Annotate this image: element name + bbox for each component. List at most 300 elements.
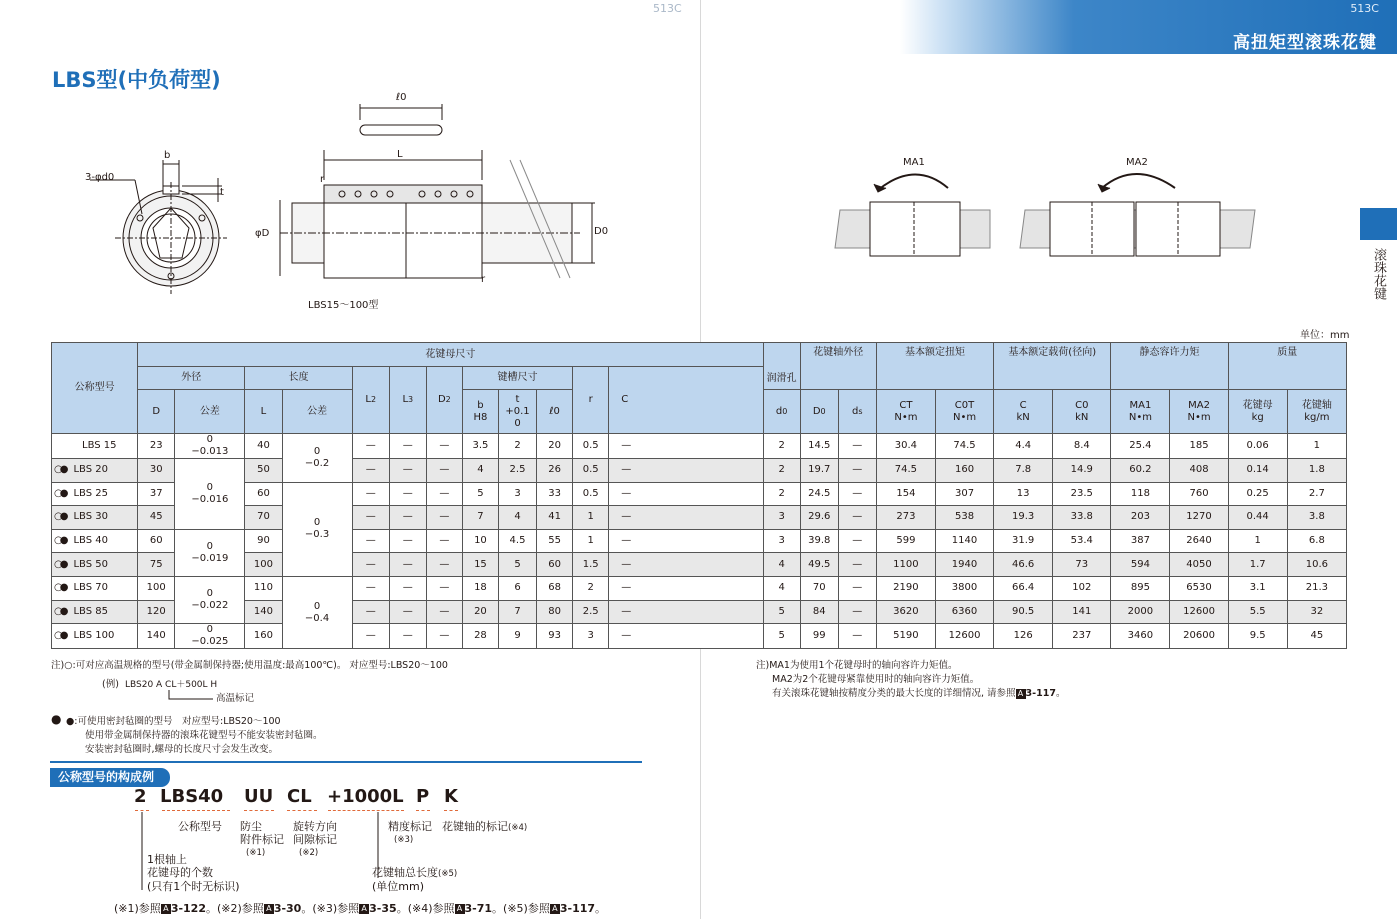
cell-ms: 2.7: [1287, 482, 1346, 506]
cell-C0k: 237: [1053, 624, 1111, 649]
cell-MA1: 25.4: [1111, 434, 1170, 459]
cell-L2: —: [352, 529, 389, 553]
cell-CT: 30.4: [876, 434, 935, 459]
cell-L-tol: 0 −0.3: [282, 482, 352, 576]
moment-ma1: MA1: [903, 157, 925, 168]
cell-Ck: 90.5: [994, 600, 1053, 624]
cell-C0T: 538: [935, 506, 993, 530]
cell-D2: —: [426, 529, 462, 553]
lbl-rot-1: 旋转方向: [293, 820, 337, 833]
cell-r: 1: [573, 529, 609, 553]
cell-Ck: 13: [994, 482, 1053, 506]
th-keyway: 键槽尺寸: [462, 367, 572, 390]
cell-D-tol: 0 −0.025: [175, 624, 245, 649]
row-model: LBS 40: [73, 535, 108, 547]
cell-MA1: 118: [1111, 482, 1170, 506]
cell-r: 0.5: [573, 434, 609, 459]
cell-CT: 2190: [876, 576, 935, 600]
cell-MA1: 3460: [1111, 624, 1170, 649]
row-model: LBS 30: [73, 511, 108, 523]
note-ma1: 注)MA1为使用1个花键母时的轴向容许力矩值。: [756, 660, 958, 671]
cell-d0: 5: [763, 624, 800, 649]
cell-L3: —: [389, 482, 426, 506]
note-seal: ●:可使用密封毡圈的型号 对应型号:LBS20～100: [66, 716, 281, 727]
cell-d0: 4: [763, 576, 800, 600]
row-mark: ○●: [54, 464, 66, 476]
cell-Ck: 7.8: [994, 459, 1053, 483]
cell-MA2: 12600: [1170, 600, 1228, 624]
lbl-shaft: 花键轴的标记(※4): [442, 820, 528, 833]
cell-l0: 41: [537, 506, 573, 530]
cell-model: [52, 434, 138, 459]
cell-l0: 33: [537, 482, 573, 506]
cell-L2: —: [352, 506, 389, 530]
cell-C: —: [609, 576, 763, 600]
dim-t: t: [220, 187, 224, 198]
th-b: b H8: [462, 390, 498, 434]
table-row: [52, 576, 1347, 600]
cell-C0T: 6360: [935, 600, 993, 624]
row-mark: ○●: [54, 605, 66, 617]
cell-D: 30: [138, 459, 175, 483]
cell-CT: 599: [876, 529, 935, 553]
cell-ms: 1: [1287, 434, 1346, 459]
th-mass-nut: 花键母 kg: [1228, 390, 1287, 434]
cell-mn: 0.25: [1228, 482, 1287, 506]
cell-D0: 84: [800, 600, 838, 624]
cell-D: 45: [138, 506, 175, 530]
cell-b: 7: [462, 506, 498, 530]
cell-C0k: 8.4: [1053, 434, 1111, 459]
lbl-count-1: 1根轴上: [147, 853, 187, 866]
cell-L2: —: [352, 434, 389, 459]
ref-item: (※3)参照 A 3-35。: [312, 902, 408, 915]
lbl-prec-1: 精度标记: [388, 820, 432, 833]
cell-C: —: [609, 600, 763, 624]
dim-l0: ℓ0: [396, 92, 407, 103]
cell-D0: 24.5: [800, 482, 838, 506]
row-mark: ○●: [54, 487, 66, 499]
cell-CT: 3620: [876, 600, 935, 624]
page-number-left: 513C: [653, 2, 682, 15]
cell-L: 70: [245, 506, 282, 530]
table-row: [52, 600, 1347, 624]
cell-D2: —: [426, 624, 462, 649]
cell-D: 23: [138, 434, 175, 459]
row-mark: ○●: [54, 558, 66, 570]
cell-C: —: [609, 506, 763, 530]
cell-C0T: 12600: [935, 624, 993, 649]
cell-l0: 80: [537, 600, 573, 624]
th-shaft-od: 花键轴外径: [800, 343, 876, 390]
cell-C0T: 74.5: [935, 434, 993, 459]
th-d0: d0: [763, 390, 800, 434]
ref-item: (※2)参照 A 3-30。: [217, 902, 313, 915]
cell-ds: —: [838, 600, 876, 624]
th-rated-load: 基本额定载荷(径向): [994, 343, 1111, 390]
dim-D0: D0: [594, 226, 609, 237]
cell-model: [52, 459, 138, 483]
cell-D: 120: [138, 600, 175, 624]
cell-Ck: 46.6: [994, 553, 1053, 577]
cell-mn: 1.7: [1228, 553, 1287, 577]
cell-d0: 2: [763, 459, 800, 483]
cell-CT: 74.5: [876, 459, 935, 483]
th-L-tol: 公差: [282, 390, 352, 434]
cell-r: 2: [573, 576, 609, 600]
table-row: [52, 624, 1347, 649]
cell-l0: 60: [537, 553, 573, 577]
cell-D2: —: [426, 576, 462, 600]
cell-mn: 0.06: [1228, 434, 1287, 459]
cell-L3: —: [389, 624, 426, 649]
spec-table-body: [52, 434, 1347, 649]
model-range-caption: LBS15～100型: [308, 300, 379, 311]
cell-r: 0.5: [573, 459, 609, 483]
cell-L2: —: [352, 600, 389, 624]
table-row: [52, 434, 1347, 459]
th-D: D: [138, 390, 175, 434]
cell-L2: —: [352, 459, 389, 483]
th-D-tol: 公差: [175, 390, 245, 434]
cell-D-tol: 0 −0.016: [175, 459, 245, 530]
table-row: [52, 506, 1347, 530]
cell-L3: —: [389, 600, 426, 624]
th-mass-shaft: 花键轴 kg/m: [1287, 390, 1346, 434]
lbl-len-2: (单位mm): [372, 880, 425, 893]
cell-C: —: [609, 529, 763, 553]
th-length: 长度: [245, 367, 352, 390]
cell-L: 60: [245, 482, 282, 506]
cell-D: 140: [138, 624, 175, 649]
cell-mn: 9.5: [1228, 624, 1287, 649]
note-seal-3: 安装密封毡圈时,螺母的长度尺寸会发生改变。: [85, 744, 279, 755]
dim-L: L: [397, 149, 403, 160]
side-label: 滚珠花键: [1371, 248, 1386, 300]
note-ma2: MA2为2个花键母紧靠使用时的轴向容许力矩值。: [772, 674, 980, 685]
cell-L3: —: [389, 506, 426, 530]
cell-MA1: 895: [1111, 576, 1170, 600]
cell-C0T: 1140: [935, 529, 993, 553]
cell-r: 0.5: [573, 482, 609, 506]
cell-t: 6: [498, 576, 536, 600]
cell-CT: 1100: [876, 553, 935, 577]
cell-d0: 2: [763, 482, 800, 506]
cell-ms: 21.3: [1287, 576, 1346, 600]
cell-MA1: 2000: [1111, 600, 1170, 624]
th-ds: ds: [838, 390, 876, 434]
cell-D-tol: 0 −0.013: [175, 434, 245, 459]
cell-D0: 29.6: [800, 506, 838, 530]
cell-ds: —: [838, 482, 876, 506]
cell-mn: 0.44: [1228, 506, 1287, 530]
cell-L3: —: [389, 576, 426, 600]
note-high-temp: 注)○:可对应高温规格的型号(带金属制保持器;使用温度:最高100℃)。 对应型号:LBS20～100: [51, 660, 448, 671]
table-row: [52, 482, 1347, 506]
cell-l0: 20: [537, 434, 573, 459]
cell-model: [52, 576, 138, 600]
ref-item: (※1)参照 A 3-122。: [114, 902, 217, 915]
cell-t: 7: [498, 600, 536, 624]
nut-drawing: [80, 90, 600, 310]
code-references: [114, 900, 606, 916]
ref-item: (※5)参照 A 3-117。: [503, 902, 607, 915]
cell-t: 2.5: [498, 459, 536, 483]
cell-L: 50: [245, 459, 282, 483]
note-example: (例) LBS20 A CL＋500L H: [102, 679, 218, 690]
table-row: [52, 459, 1347, 483]
cell-Ck: 126: [994, 624, 1053, 649]
cell-D2: —: [426, 482, 462, 506]
cell-b: 20: [462, 600, 498, 624]
th-l0: ℓ0: [537, 390, 573, 434]
row-mark: ○●: [54, 630, 66, 642]
lbl-count-2: 花键母的个数: [147, 866, 213, 879]
dot-marker: ●: [51, 712, 62, 726]
cell-MA2: 20600: [1170, 624, 1228, 649]
cell-d0: 3: [763, 529, 800, 553]
cell-MA1: 594: [1111, 553, 1170, 577]
cell-ds: —: [838, 624, 876, 649]
moment-drawing: [830, 150, 1270, 270]
lbl-model: 公称型号: [178, 820, 222, 833]
cell-C0k: 102: [1053, 576, 1111, 600]
cell-C0k: 23.5: [1053, 482, 1111, 506]
code-shaft: K: [444, 786, 458, 807]
cell-L2: —: [352, 576, 389, 600]
cell-ds: —: [838, 506, 876, 530]
page-number-right: 513C: [1350, 2, 1379, 15]
cell-model: [52, 506, 138, 530]
cell-C: —: [609, 624, 763, 649]
cell-ms: 45: [1287, 624, 1346, 649]
lbl-len-1: 花键轴总长度(※5): [372, 866, 458, 879]
cell-mn: 0.14: [1228, 459, 1287, 483]
code-length: +1000L: [327, 786, 404, 807]
cell-MA2: 6530: [1170, 576, 1228, 600]
cell-CT: 154: [876, 482, 935, 506]
cell-MA1: 60.2: [1111, 459, 1170, 483]
side-tab[interactable]: [1360, 208, 1397, 240]
th-static-moment: 静态容许力矩: [1111, 343, 1228, 390]
header-title: 高扭矩型滚珠花键: [1233, 33, 1377, 53]
cell-Ck: 66.4: [994, 576, 1053, 600]
cell-MA1: 203: [1111, 506, 1170, 530]
cell-L: 40: [245, 434, 282, 459]
cell-MA2: 4050: [1170, 553, 1228, 577]
cell-D-tol: 0 −0.019: [175, 529, 245, 576]
cell-C: —: [609, 459, 763, 483]
lbl-prec-2: (※3): [394, 835, 414, 845]
cell-t: 4: [498, 506, 536, 530]
th-lube-hole: 润滑孔: [763, 343, 800, 390]
cell-t: 9: [498, 624, 536, 649]
cell-C0k: 53.4: [1053, 529, 1111, 553]
th-nut-dims: 花键母尺寸: [138, 343, 763, 367]
cell-D0: 70: [800, 576, 838, 600]
th-C0T: C0T N•m: [935, 390, 993, 434]
cell-MA2: 185: [1170, 434, 1228, 459]
cell-b: 18: [462, 576, 498, 600]
th-C0: C0 kN: [1053, 390, 1111, 434]
cell-D: 60: [138, 529, 175, 553]
cell-C0T: 160: [935, 459, 993, 483]
cell-ms: 3.8: [1287, 506, 1346, 530]
cell-C0k: 33.8: [1053, 506, 1111, 530]
th-CT: CT N•m: [876, 390, 935, 434]
cell-r: 2.5: [573, 600, 609, 624]
cell-D0: 39.8: [800, 529, 838, 553]
cell-model: [52, 553, 138, 577]
cell-b: 15: [462, 553, 498, 577]
code-model: LBS40: [160, 786, 224, 807]
code-rotation: CL: [287, 786, 312, 807]
cell-ms: 6.8: [1287, 529, 1346, 553]
cell-ds: —: [838, 434, 876, 459]
cell-MA2: 2640: [1170, 529, 1228, 553]
cell-ms: 1.8: [1287, 459, 1346, 483]
cell-C: —: [609, 434, 763, 459]
cell-model: [52, 529, 138, 553]
cell-b: 4: [462, 459, 498, 483]
row-model: LBS 85: [73, 605, 108, 617]
cell-b: 10: [462, 529, 498, 553]
cell-d0: 2: [763, 434, 800, 459]
cell-ds: —: [838, 576, 876, 600]
th-D0: D0: [800, 390, 838, 434]
cell-mn: 3.1: [1228, 576, 1287, 600]
cell-model: [52, 482, 138, 506]
dim-r-top: r: [320, 174, 325, 185]
cell-l0: 26: [537, 459, 573, 483]
cell-t: 4.5: [498, 529, 536, 553]
cell-D2: —: [426, 459, 462, 483]
cell-r: 1.5: [573, 553, 609, 577]
cell-D0: 99: [800, 624, 838, 649]
row-model: LBS 15: [82, 440, 117, 451]
cell-D2: —: [426, 553, 462, 577]
code-count: 2: [134, 786, 147, 807]
cell-t: 3: [498, 482, 536, 506]
cell-D2: —: [426, 434, 462, 459]
cell-Ck: 19.3: [994, 506, 1053, 530]
dim-d0: 3-φd0: [85, 172, 115, 183]
cell-d0: 3: [763, 506, 800, 530]
lbl-count-3: (只有1个时无标识): [147, 880, 240, 893]
cell-D0: 49.5: [800, 553, 838, 577]
cell-D0: 14.5: [800, 434, 838, 459]
cell-Ck: 4.4: [994, 434, 1053, 459]
cell-MA2: 408: [1170, 459, 1228, 483]
cell-MA2: 760: [1170, 482, 1228, 506]
side-section-view: [280, 150, 595, 278]
cell-ds: —: [838, 459, 876, 483]
lbl-dust-3: (※1): [246, 848, 266, 858]
cell-d0: 4: [763, 553, 800, 577]
row-model: LBS 70: [73, 582, 108, 594]
th-L3: L3: [389, 367, 426, 434]
cell-L3: —: [389, 529, 426, 553]
cell-C: —: [609, 553, 763, 577]
cell-L: 100: [245, 553, 282, 577]
cell-L2: —: [352, 553, 389, 577]
note-example-label: 高温标记: [216, 693, 255, 704]
cell-C0T: 1940: [935, 553, 993, 577]
cell-l0: 68: [537, 576, 573, 600]
cell-b: 3.5: [462, 434, 498, 459]
cell-l0: 55: [537, 529, 573, 553]
th-t: t +0.1 0: [498, 390, 536, 434]
cell-d0: 5: [763, 600, 800, 624]
cell-b: 5: [462, 482, 498, 506]
cell-C0k: 141: [1053, 600, 1111, 624]
row-model: LBS 20: [73, 464, 108, 476]
cell-C0k: 14.9: [1053, 459, 1111, 483]
cell-C0k: 73: [1053, 553, 1111, 577]
cell-CT: 273: [876, 506, 935, 530]
cell-D0: 19.7: [800, 459, 838, 483]
row-model: LBS 50: [73, 558, 108, 570]
table-row: [52, 529, 1347, 553]
cell-C0T: 3800: [935, 576, 993, 600]
section-title: LBS型(中负荷型): [52, 68, 221, 92]
row-mark: ○●: [54, 582, 66, 594]
cell-r: 3: [573, 624, 609, 649]
moment-ma2: MA2: [1126, 157, 1148, 168]
cell-L3: —: [389, 553, 426, 577]
cell-l0: 93: [537, 624, 573, 649]
dim-D: φD: [255, 228, 270, 239]
lbl-rot-2: 间隙标记: [293, 833, 337, 846]
cell-mn: 1: [1228, 529, 1287, 553]
row-model: LBS 25: [73, 487, 108, 499]
cell-MA2: 1270: [1170, 506, 1228, 530]
cell-C0T: 307: [935, 482, 993, 506]
cell-t: 2: [498, 434, 536, 459]
cell-L-tol: 0 −0.2: [282, 434, 352, 483]
cell-ms: 32: [1287, 600, 1346, 624]
cell-b: 28: [462, 624, 498, 649]
cell-D: 100: [138, 576, 175, 600]
cell-mn: 5.5: [1228, 600, 1287, 624]
th-C: C kN: [994, 390, 1053, 434]
th-L: L: [245, 390, 282, 434]
cell-model: [52, 624, 138, 649]
code-section-title: 公称型号的构成例: [50, 768, 170, 787]
th-L2: L2: [352, 367, 389, 434]
cell-L3: —: [389, 459, 426, 483]
cell-L2: —: [352, 482, 389, 506]
cell-t: 5: [498, 553, 536, 577]
cell-D2: —: [426, 600, 462, 624]
oil-key-view: [360, 104, 442, 135]
cell-L2: —: [352, 624, 389, 649]
cell-L-tol: 0 −0.4: [282, 576, 352, 648]
cell-L3: —: [389, 434, 426, 459]
cell-ds: —: [838, 553, 876, 577]
dim-b: b: [164, 150, 171, 161]
cell-model: [52, 600, 138, 624]
cell-C: —: [609, 482, 763, 506]
cell-D-tol: 0 −0.022: [175, 576, 245, 623]
spec-table: [51, 342, 1347, 649]
code-dust: UU: [244, 786, 274, 807]
cell-ms: 10.6: [1287, 553, 1346, 577]
th-outer-dia: 外径: [138, 367, 245, 390]
cell-L: 110: [245, 576, 282, 600]
row-mark: ○●: [54, 535, 66, 547]
th-rated-torque: 基本额定扭矩: [876, 343, 993, 390]
